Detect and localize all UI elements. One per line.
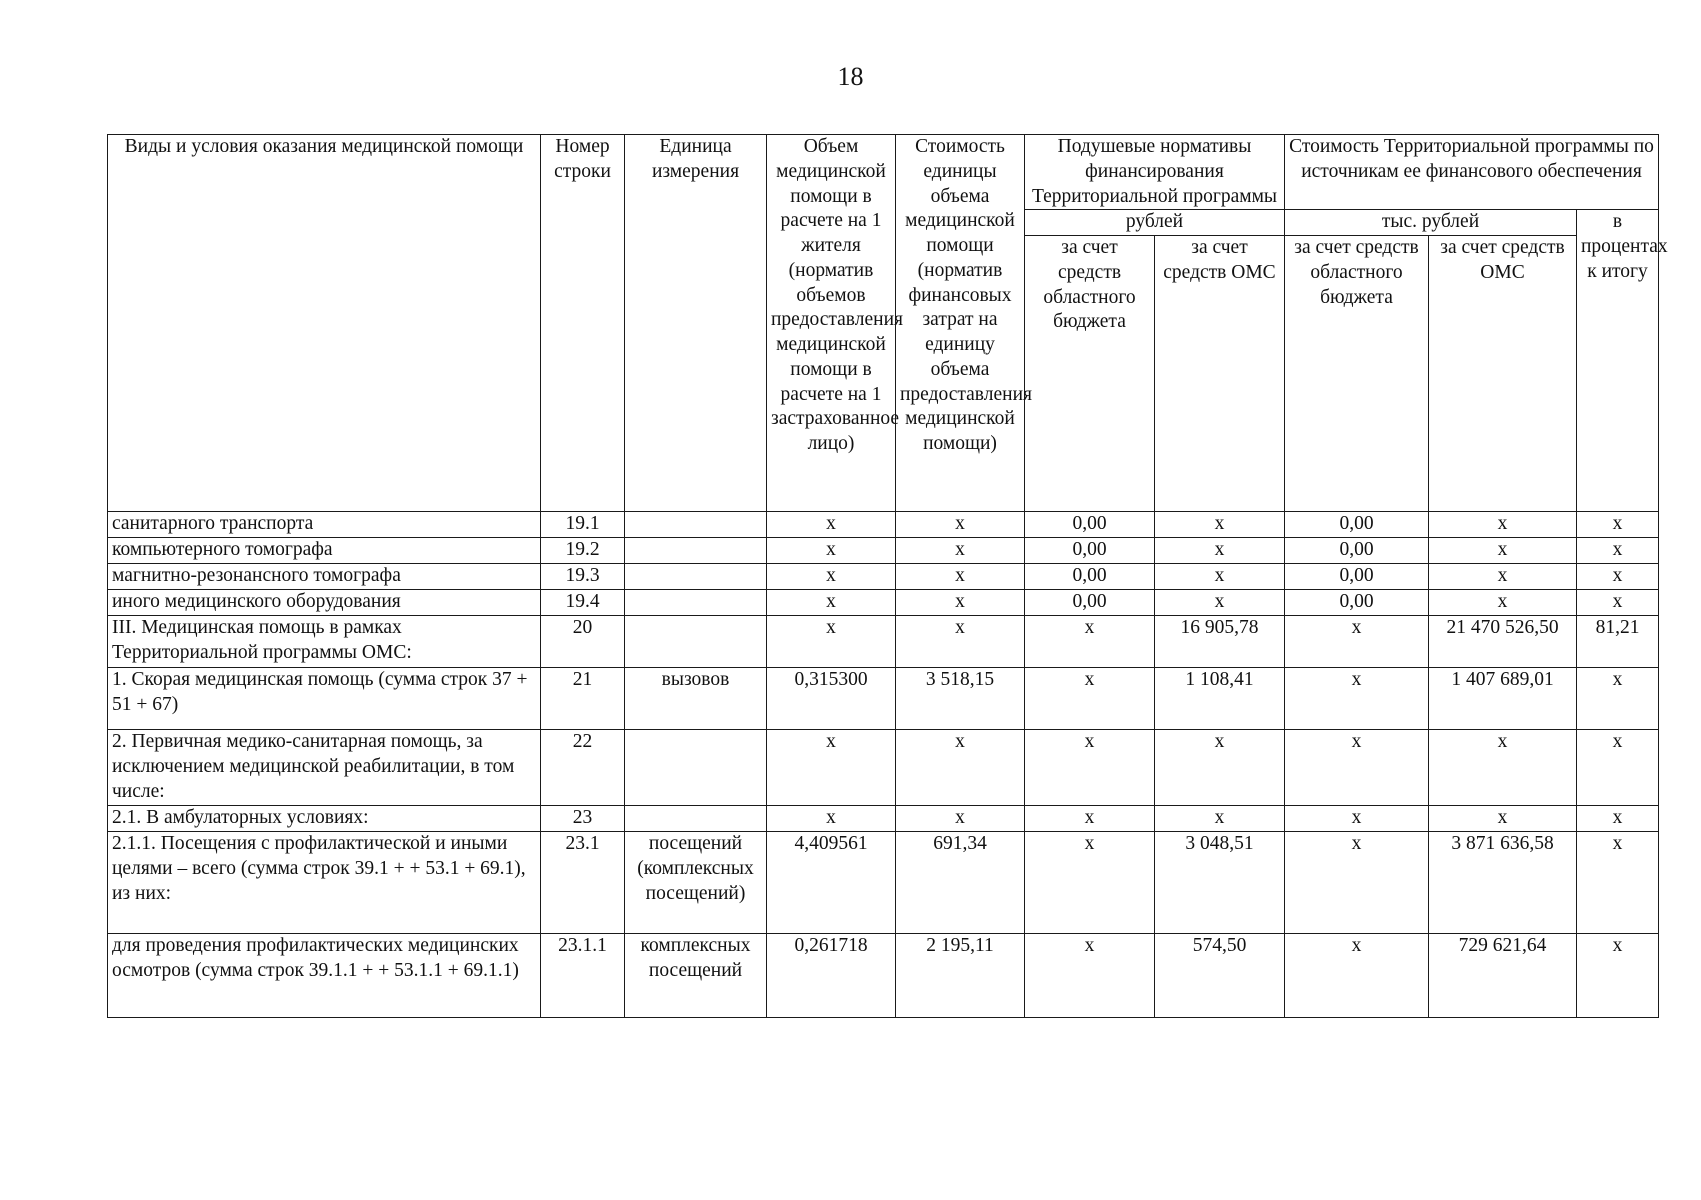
- cell-row-number: 23: [541, 806, 625, 832]
- cell-unit: [625, 590, 767, 616]
- cell-volume: х: [767, 564, 896, 590]
- cell-unit: комплексных посещений: [625, 934, 767, 1018]
- header-cost-oms: за счет средств ОМС: [1429, 236, 1577, 512]
- cell-cost-oms: 3 871 636,58: [1429, 832, 1577, 934]
- table-row: [108, 806, 1659, 832]
- header-unit-cost: Стоимость единицы объема медицинской помощи (норматив финансовых затрат на единицу объема предоставления медицинской помощи): [896, 135, 1025, 512]
- cell-cost-oms: 729 621,64: [1429, 934, 1577, 1018]
- cell-volume: х: [767, 806, 896, 832]
- cell-row-number: 23.1: [541, 832, 625, 934]
- cell-percent: х: [1577, 512, 1659, 538]
- cell-cost-oms: х: [1429, 590, 1577, 616]
- cell-unit-cost: 3 518,15: [896, 668, 1025, 730]
- cell-cost-budget: х: [1285, 832, 1429, 934]
- cell-unit-cost: 691,34: [896, 832, 1025, 934]
- cell-per-capita-oms: х: [1155, 590, 1285, 616]
- cell-kind: 2.1. В амбулаторных условиях:: [108, 806, 541, 832]
- header-program-cost-group: Стоимость Территориальной программы по источникам ее финансового обеспечения: [1285, 135, 1659, 210]
- cell-per-capita-budget: 0,00: [1025, 564, 1155, 590]
- cell-percent: х: [1577, 832, 1659, 934]
- cell-unit: вызовов: [625, 668, 767, 730]
- cell-per-capita-budget: х: [1025, 668, 1155, 730]
- header-per-capita-budget: за счет средств областного бюджета: [1025, 236, 1155, 512]
- cell-volume: 4,409561: [767, 832, 896, 934]
- cell-volume: х: [767, 616, 896, 668]
- table-row: [108, 730, 1659, 806]
- header-volume: Объем медицинской помощи в расчете на 1 жителя (норматив объемов предоставления медицинской помощи в расчете на 1 застрахованное лицо): [767, 135, 896, 512]
- cell-row-number: 23.1.1: [541, 934, 625, 1018]
- cell-row-number: 19.3: [541, 564, 625, 590]
- header-row-number: Номер строки: [541, 135, 625, 512]
- cell-kind: для проведения профилактических медицинских осмотров (сумма строк 39.1.1 + + 53.1.1 + 69.1.1): [108, 934, 541, 1018]
- cell-row-number: 20: [541, 616, 625, 668]
- cell-cost-budget: 0,00: [1285, 512, 1429, 538]
- cell-per-capita-oms: х: [1155, 512, 1285, 538]
- cell-volume: х: [767, 730, 896, 806]
- cell-kind: иного медицинского оборудования: [108, 590, 541, 616]
- cell-percent: х: [1577, 564, 1659, 590]
- cell-per-capita-oms: 574,50: [1155, 934, 1285, 1018]
- cell-cost-oms: х: [1429, 512, 1577, 538]
- header-kind-of-care: Виды и условия оказания медицинской помощи: [108, 135, 541, 512]
- cell-unit-cost: х: [896, 616, 1025, 668]
- header-percent: в процентах к итогу: [1577, 210, 1659, 512]
- table-row: [108, 934, 1659, 1018]
- cell-cost-oms: 1 407 689,01: [1429, 668, 1577, 730]
- cell-cost-budget: 0,00: [1285, 538, 1429, 564]
- cell-cost-oms: 21 470 526,50: [1429, 616, 1577, 668]
- cell-percent: х: [1577, 730, 1659, 806]
- cell-kind: магнитно-резонансного томографа: [108, 564, 541, 590]
- cell-unit: [625, 512, 767, 538]
- cell-volume: 0,261718: [767, 934, 896, 1018]
- cell-per-capita-oms: 3 048,51: [1155, 832, 1285, 934]
- header-per-capita-group: Подушевые нормативы финансирования Территориальной программы: [1025, 135, 1285, 210]
- cell-per-capita-budget: 0,00: [1025, 512, 1155, 538]
- cell-per-capita-oms: х: [1155, 538, 1285, 564]
- cell-cost-budget: х: [1285, 668, 1429, 730]
- page-number: 18: [837, 62, 864, 91]
- cell-per-capita-budget: х: [1025, 832, 1155, 934]
- header-per-capita-unit: рублей: [1025, 210, 1285, 236]
- cell-volume: х: [767, 538, 896, 564]
- cell-kind: III. Медицинская помощь в рамках Территориальной программы ОМС:: [108, 616, 541, 668]
- cell-cost-budget: х: [1285, 806, 1429, 832]
- cell-unit: посещений (комплексных посещений): [625, 832, 767, 934]
- cell-kind: 2. Первичная медико-санитарная помощь, за исключением медицинской реабилитации, в том числе:: [108, 730, 541, 806]
- cell-unit-cost: х: [896, 512, 1025, 538]
- cell-percent: х: [1577, 668, 1659, 730]
- table-row: [108, 616, 1659, 668]
- cell-volume: 0,315300: [767, 668, 896, 730]
- cell-unit: [625, 730, 767, 806]
- cell-volume: х: [767, 590, 896, 616]
- cell-row-number: 19.2: [541, 538, 625, 564]
- cell-unit: [625, 806, 767, 832]
- cell-cost-budget: 0,00: [1285, 564, 1429, 590]
- cell-per-capita-oms: х: [1155, 730, 1285, 806]
- cell-unit: [625, 616, 767, 668]
- cell-row-number: 19.4: [541, 590, 625, 616]
- header-unit: Единица измерения: [625, 135, 767, 512]
- cell-cost-budget: х: [1285, 730, 1429, 806]
- cell-unit: [625, 564, 767, 590]
- cell-per-capita-oms: х: [1155, 806, 1285, 832]
- cell-per-capita-budget: х: [1025, 934, 1155, 1018]
- cell-percent: 81,21: [1577, 616, 1659, 668]
- cell-per-capita-budget: х: [1025, 730, 1155, 806]
- cell-per-capita-budget: 0,00: [1025, 590, 1155, 616]
- cell-percent: х: [1577, 590, 1659, 616]
- header-cost-budget: за счет средств областного бюджета: [1285, 236, 1429, 512]
- cell-cost-oms: х: [1429, 564, 1577, 590]
- cell-row-number: 19.1: [541, 512, 625, 538]
- cell-cost-oms: х: [1429, 538, 1577, 564]
- cell-volume: х: [767, 512, 896, 538]
- cell-cost-budget: х: [1285, 934, 1429, 1018]
- table-row: [108, 538, 1659, 564]
- header-program-cost-unit: тыс. рублей: [1285, 210, 1577, 236]
- cell-percent: х: [1577, 538, 1659, 564]
- cell-unit-cost: х: [896, 538, 1025, 564]
- cell-row-number: 22: [541, 730, 625, 806]
- program-cost-table: [107, 134, 1668, 1018]
- table-row: [108, 668, 1659, 730]
- cell-kind: 1. Скорая медицинская помощь (сумма строк 37 + 51 + 67): [108, 668, 541, 730]
- table-row: [108, 512, 1659, 538]
- cell-unit-cost: х: [896, 590, 1025, 616]
- cell-per-capita-oms: 16 905,78: [1155, 616, 1285, 668]
- cell-unit-cost: х: [896, 564, 1025, 590]
- cell-percent: х: [1577, 934, 1659, 1018]
- cell-per-capita-budget: 0,00: [1025, 538, 1155, 564]
- cell-per-capita-budget: х: [1025, 616, 1155, 668]
- cell-unit-cost: х: [896, 806, 1025, 832]
- cell-cost-budget: х: [1285, 616, 1429, 668]
- cell-kind: 2.1.1. Посещения с профилактической и иными целями – всего (сумма строк 39.1 + + 53.1 + 69.1), из них:: [108, 832, 541, 934]
- cell-cost-oms: х: [1429, 730, 1577, 806]
- cell-kind: санитарного транспорта: [108, 512, 541, 538]
- cell-per-capita-oms: 1 108,41: [1155, 668, 1285, 730]
- table-row: [108, 564, 1659, 590]
- cell-cost-budget: 0,00: [1285, 590, 1429, 616]
- table-row: [108, 832, 1659, 934]
- cell-percent: х: [1577, 806, 1659, 832]
- cell-per-capita-oms: х: [1155, 564, 1285, 590]
- cell-kind: компьютерного томографа: [108, 538, 541, 564]
- cell-per-capita-budget: х: [1025, 806, 1155, 832]
- cell-row-number: 21: [541, 668, 625, 730]
- cell-unit-cost: х: [896, 730, 1025, 806]
- cell-unit: [625, 538, 767, 564]
- cell-unit-cost: 2 195,11: [896, 934, 1025, 1018]
- table-row: [108, 590, 1659, 616]
- header-per-capita-oms: за счет средств ОМС: [1155, 236, 1285, 512]
- cell-cost-oms: х: [1429, 806, 1577, 832]
